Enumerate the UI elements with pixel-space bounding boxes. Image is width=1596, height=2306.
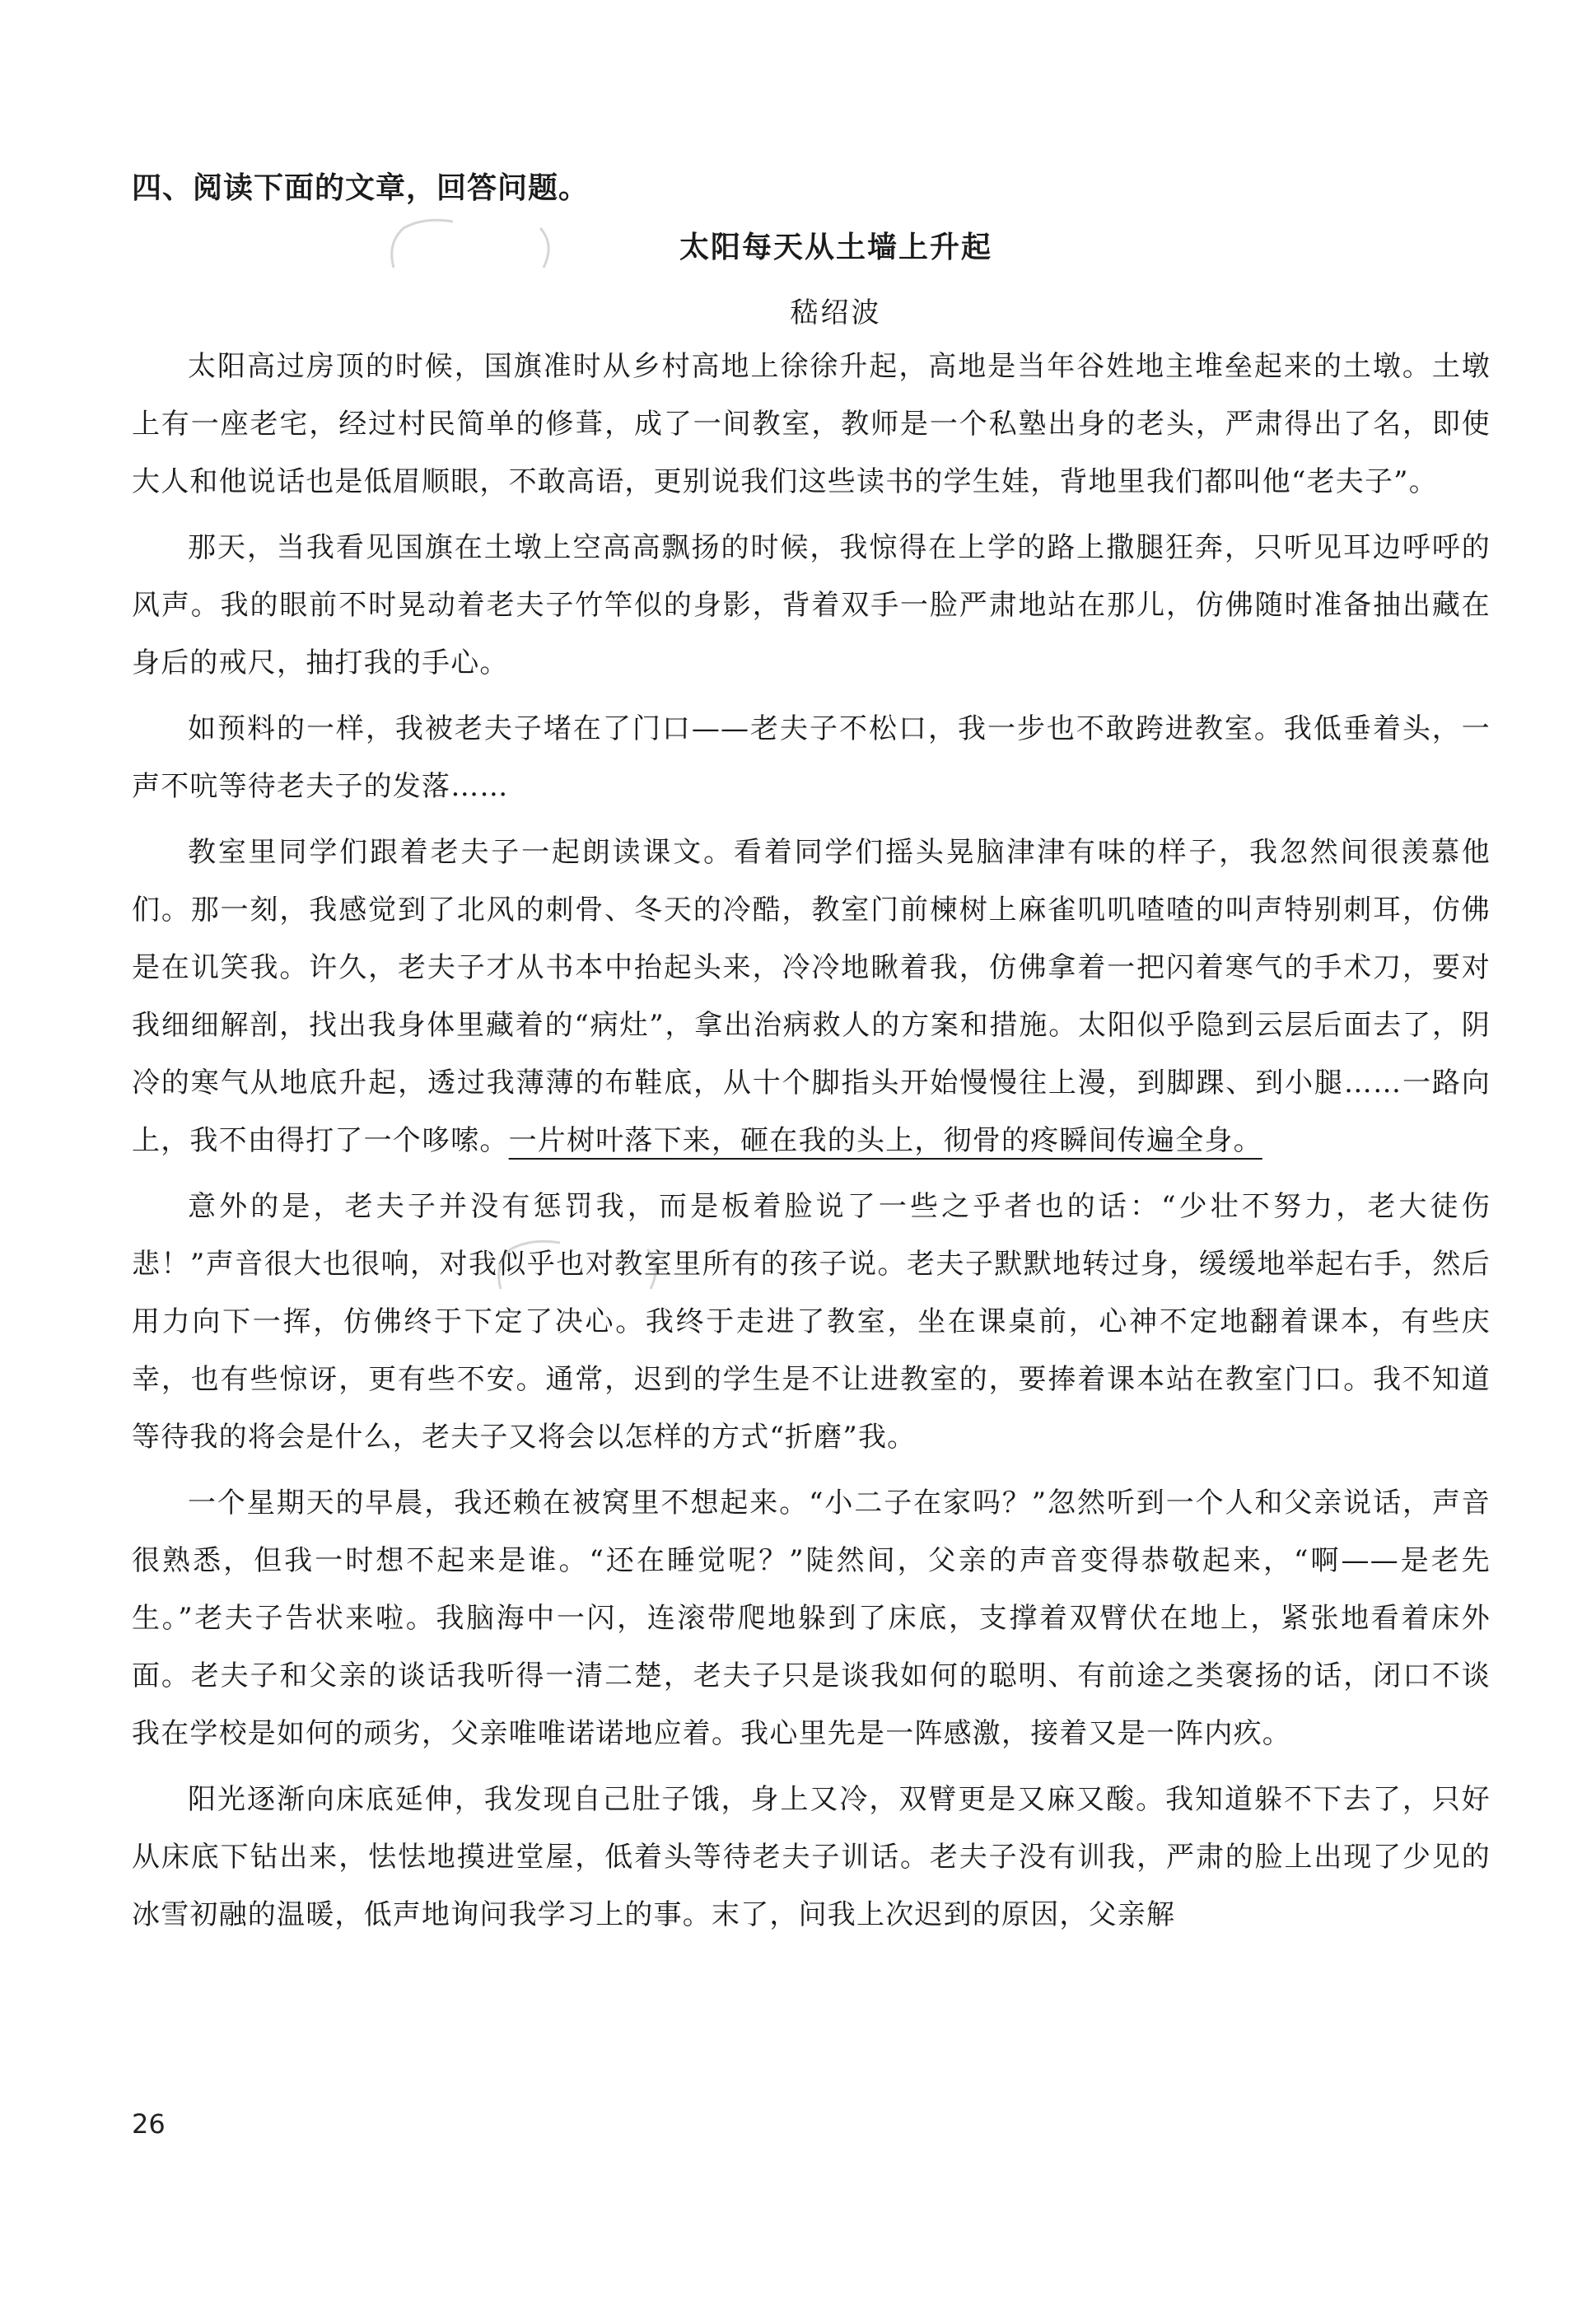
paragraph-text: 教室里同学们跟着老夫子一起朗读课文。看着同学们摇头晃脑津津有味的样子，我忽然间很羡慕他们。那一刻，我感觉到了北风的刺骨、冬天的冷酷，教室门前楝树上麻雀叽叽喳喳的叫声特别刺耳，仿佛是在讥笑我。许久，老夫子才从书本中抬起头来，冷冷地瞅着我，仿佛拿着一把闪着寒气的手术刀，要对我细细解剖，找出我身体里藏着的“病灶”，拿出治病救人的方案和措施。太阳似乎隐到云层后面去了，阴冷的寒气从地底升起，透过我薄薄的布鞋底，从十个脚指头开始慢慢往上漫，到脚踝、到小腿……一路向上，我不由得打了一个哆嗦。 <box>132 836 1491 1157</box>
article-title: 太阳每天从土墙上升起 <box>679 231 992 264</box>
article-paragraph <box>132 824 1491 1169</box>
article-paragraph: 如预料的一样，我被老夫子堵在了门口——老夫子不松口，我一步也不敢跨进教室。我低垂着头，一声不吭等待老夫子的发落…… <box>132 712 1491 803</box>
article-paragraph: 那天，当我看见国旗在土墩上空高高飘扬的时候，我惊得在上学的路上撒腿狂奔，只听见耳边呼呼的风声。我的眼前不时晃动着老夫子竹竿似的身影，背着双手一脸严肃地站在那儿，仿佛随时准备抽出藏在身后的戒尺，抽打我的手心。 <box>132 531 1491 679</box>
article-author: 嵇绍波 <box>790 296 882 329</box>
document-page <box>132 0 1491 2306</box>
article-body <box>132 338 1491 1952</box>
article-paragraph: 一个星期天的早晨，我还赖在被窝里不想起来。“小二子在家吗？”忽然听到一个人和父亲说话，声音很熟悉，但我一时想不起来是谁。“还在睡觉呢？”陡然间，父亲的声音变得恭敬起来，“啊——是老先生。”老夫子告状来啦。我脑海中一闪，连滚带爬地躲到了床底，支撑着双臂伏在地上，紧张地看着床外面。老夫子和父亲的谈话我听得一清二楚，老夫子只是谈我如何的聪明、有前途之类褒扬的话，闭口不谈我在学校是如何的顽劣，父亲唯唯诺诺地应着。我心里先是一阵感激，接着又是一阵内疚。 <box>132 1487 1491 1750</box>
section-heading: 四、阅读下面的文章，回答问题。 <box>132 171 590 205</box>
article-paragraph: 太阳高过房顶的时候，国旗准时从乡村高地上徐徐升起，高地是当年谷姓地主堆垒起来的土墩。土墩上有一座老宅，经过村民简单的修葺，成了一间教室，教师是一个私塾出身的老头，严肃得出了名，即使大人和他说话也是低眉顺眼，不敢高语，更别说我们这些读书的学生娃，背地里我们都叫他“老夫子”。 <box>132 350 1491 498</box>
article-paragraph: 意外的是，老夫子并没有惩罚我，而是板着脸说了一些之乎者也的话：“少壮不努力，老大徒伤悲！”声音很大也很响，对我似乎也对教室里所有的孩子说。老夫子默默地转过身，缓缓地举起右手，然后用力向下一挥，仿佛终于下定了决心。我终于走进了教室，坐在课桌前，心神不定地翻着课本，有些庆幸，也有些惊讶，更有些不安。通常，迟到的学生是不让进教室的，要捧着课本站在教室门口。我不知道等待我的将会是什么，老夫子又将会以怎样的方式“折磨”我。 <box>132 1190 1491 1454</box>
article-paragraph: 阳光逐渐向床底延伸，我发现自己肚子饿，身上又冷，双臂更是又麻又酸。我知道躲不下去了，只好从床底下钻出来，怯怯地摸进堂屋，低着头等待老夫子训话。老夫子没有训我，严肃的脸上出现了少见的冰雪初融的温暖，低声地询问我学习上的事。末了，问我上次迟到的原因，父亲解 <box>132 1783 1491 1931</box>
page-number: 26 <box>132 2108 166 2140</box>
underlined-sentence: 一片树叶落下来，砸在我的头上，彻骨的疼瞬间传遍全身。 <box>508 1124 1262 1157</box>
